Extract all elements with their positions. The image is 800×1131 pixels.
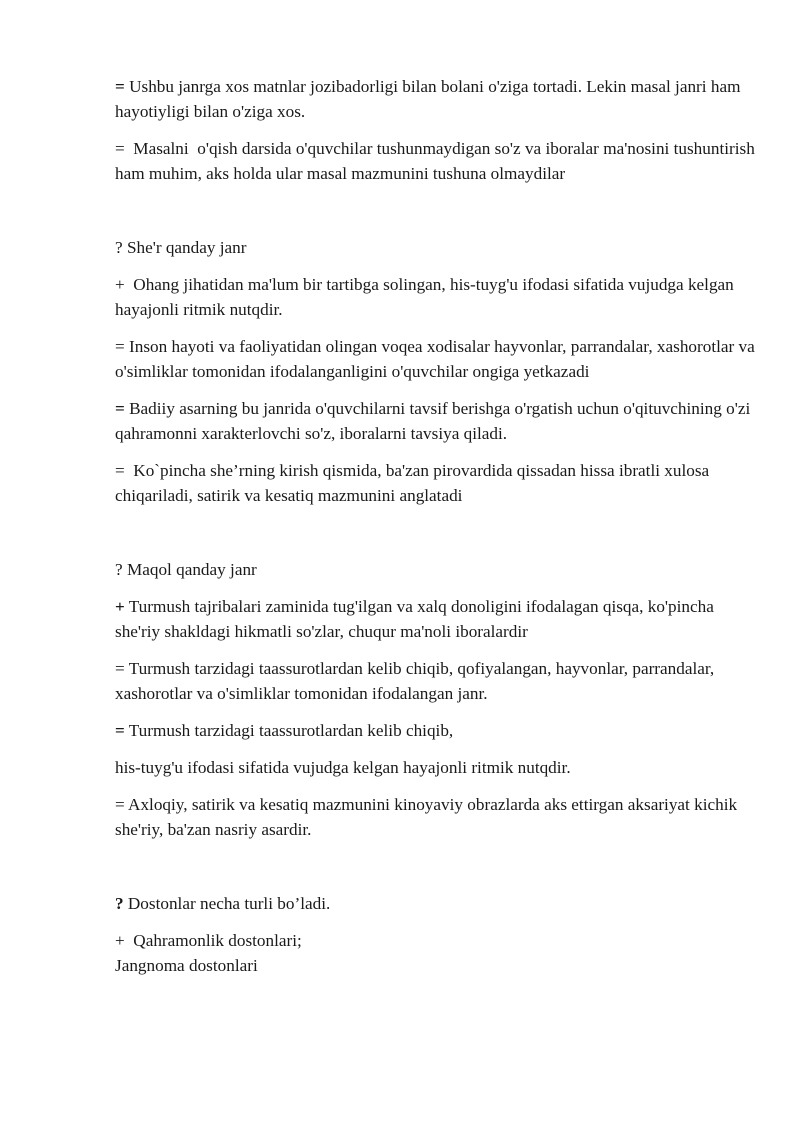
paragraph-text: Turmush tarzidagi taassurotlardan kelib chiqib, qofiyalangan, hayvonlar, parrandalar, xashorotlar va o'simliklar tomonidan ifodalangan janr.: [115, 659, 719, 703]
paragraph-text: Turmush tajribalari zaminida tug'ilgan va xalq donoligini ifodalagan qisqa, ko'pincha she'riy shakldagi hikmatli so'zlar, chuqur ma'noli iboralardir: [115, 597, 719, 641]
paragraph-text: Axloqiy, satirik va kesatiq mazmunini kinoyaviy obrazlarda aks ettirgan aksariyat kichik she'riy, ba'zan nasriy asardir.: [115, 795, 742, 839]
answer-option-maqol-3: [115, 792, 755, 842]
paragraph-1: [115, 74, 755, 124]
answer-option-sher-3: [115, 458, 755, 508]
spacer: [115, 198, 755, 235]
paragraph-text: Jangnoma dostonlari: [115, 956, 258, 975]
answer-option-sher-2: [115, 396, 755, 446]
question-sher: [115, 235, 755, 260]
bullet-mark: =: [115, 795, 125, 814]
paragraph-text: Badiiy asarning bu janrida o'quvchilarni tavsif berishga o'rgatish uchun o'qituvchining o'zi qahramonni xarakterlovchi so'z, iboralarni tavsiya qiladi.: [115, 399, 755, 443]
paragraph-text: Inson hayoti va faoliyatidan olingan voqea xodisalar hayvonlar, parrandalar, xashorotlar va o'simliklar tomonidan ifodalanganligini o'quvchilar ongiga yetkazadi: [115, 337, 760, 381]
bullet-mark: =: [115, 659, 125, 678]
answer-option-sher-1: [115, 334, 760, 384]
bullet-mark: +: [115, 597, 125, 616]
bullet-mark: +: [115, 275, 125, 294]
question-text: Maqol qanday janr: [122, 560, 257, 579]
paragraph-text: Qahramonlik dostonlari;: [124, 931, 302, 950]
paragraph-text: Ko`pincha she’rning kirish qismida, ba'zan pirovardida qissadan hissa ibratli xulosa chiqariladi, satirik va kesatiq mazmunini anglatadi: [115, 461, 714, 505]
spacer: [115, 520, 755, 557]
paragraph-2: [115, 136, 760, 186]
paragraph-text: his-tuyg'u ifodasi sifatida vujudga kelgan hayajonli ritmik nutqdir.: [115, 758, 571, 777]
document-page: [115, 74, 760, 978]
paragraph-text: Turmush tarzidagi taassurotlardan kelib chiqib,: [124, 721, 454, 740]
bullet-mark: =: [115, 139, 125, 158]
question-dostonlar: [115, 891, 755, 916]
bullet-mark: +: [115, 931, 125, 950]
answer-option-maqol-2: [115, 718, 755, 743]
question-mark: ?: [115, 894, 124, 913]
paragraph-text: Masalni o'qish darsida o'quvchilar tushunmaydigan so'z va iboralar ma'nosini tushuntirish ham muhim, aks holda ular masal mazmunini tushuna olmaydilar: [115, 139, 760, 183]
bullet-mark: =: [115, 399, 125, 418]
question-mark: ?: [115, 238, 123, 257]
answer-option-maqol-2-cont: [115, 755, 755, 780]
bullet-mark: =: [115, 721, 125, 740]
paragraph-text: Ohang jihatidan ma'lum bir tartibga solingan, his-tuyg'u ifodasi sifatida vujudga kelgan hayajonli ritmik nutqdir.: [115, 275, 739, 319]
answer-correct-maqol: [115, 594, 755, 644]
bullet-mark: =: [115, 337, 125, 356]
paragraph-text: Ushbu janrga xos matnlar jozibadorligi bilan bolani o'ziga tortadi. Lekin masal janri ham hayotiyligi bilan o'ziga xos.: [115, 77, 745, 121]
bullet-mark: =: [115, 77, 125, 96]
question-mark: ?: [115, 560, 123, 579]
question-text: She'r qanday janr: [122, 238, 247, 257]
bullet-mark: =: [115, 461, 125, 480]
question-text: Dostonlar necha turli bo’ladi.: [123, 894, 331, 913]
answer-correct-dostonlar: [115, 928, 755, 953]
answer-correct-dostonlar-line-2: [115, 953, 755, 978]
question-maqol: [115, 557, 755, 582]
answer-correct-sher: [115, 272, 755, 322]
spacer: [115, 854, 755, 891]
answer-option-maqol-1: [115, 656, 755, 706]
